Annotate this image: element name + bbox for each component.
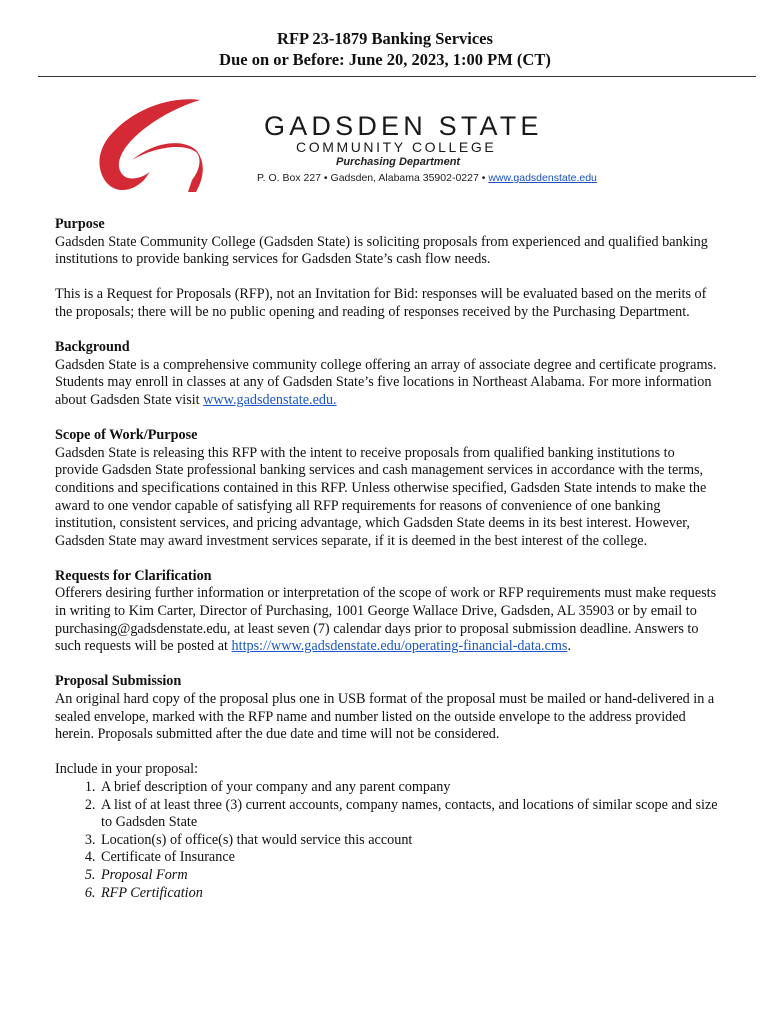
college-website-link[interactable]: www.gadsdenstate.edu.	[203, 391, 337, 408]
college-logo-icon	[92, 98, 204, 194]
address-text: P. O. Box 227 • Gadsden, Alabama 35902-0227 •	[257, 172, 489, 184]
letterhead-address	[257, 171, 597, 185]
scope-paragraph: Gadsden State is releasing this RFP with the intent to receive proposals from qualified banking institutions to provide Gadsden State professional banking services and cash management services in accordance with the terms, conditions and specifications contained in this RFP. Unless otherwise specified, Gadsden State intends to make the award to one vendor capable of satisfying all RFP requirements for reasons of convenience of one banking institution, consistent services, and pricing advantage, which Gadsden State deems in its best interest. However, Gadsden State may award investment services separate, if it is deemed in the best interest of the college.	[55, 444, 707, 549]
purpose-paragraph-2: This is a Request for Proposals (RFP), not an Invitation for Bid: responses will be evaluated based on the merits of the proposals; there will be no public opening and reading of responses received by the Purchasing Department.	[55, 286, 707, 320]
clarification-text: Offerers desiring further information or interpretation of the scope of work or RFP requirements must make requests in writing to Kim Carter, Director of Purchasing, 1001 George Wallace Drive, Gadsden, AL 35903 or by email to purchasing@gadsdenstate.edu, at least seven (7) calendar days prior to proposal submission deadline. Answers to such requests will be posted at	[55, 585, 717, 655]
header-divider	[38, 76, 756, 77]
rfp-title: RFP 23-1879 Banking Services	[277, 29, 493, 48]
background-text: Gadsden State is a comprehensive community college offering an array of associate degree and certificate programs. Students may enroll in classes at any of Gadsden State’s five locations in Northeast Alabama. For more information about Gadsden State visit	[55, 356, 717, 408]
proposal-requirements-list	[55, 779, 719, 902]
background-paragraph	[55, 357, 719, 410]
department-name: Purchasing Department	[336, 156, 461, 168]
include-intro: Include in your proposal:	[55, 761, 199, 778]
list-item: 4. Certificate of Insurance	[99, 849, 719, 867]
rfp-due-date: Due on or Before: June 20, 2023, 1:00 PM (CT)	[219, 50, 551, 69]
clarification-paragraph	[55, 585, 719, 655]
college-subtitle: COMMUNITY COLLEGE	[296, 139, 497, 155]
scope-heading: Scope of Work/Purpose	[55, 427, 198, 444]
purpose-heading: Purpose	[55, 216, 105, 232]
submission-heading: Proposal Submission	[55, 673, 182, 690]
clarification-tail: .	[567, 638, 572, 655]
list-item: 5. Proposal Form	[99, 867, 719, 885]
college-name: GADSDEN STATE	[264, 111, 543, 141]
document-body	[55, 216, 719, 902]
website-link[interactable]: www.gadsdenstate.edu	[488, 172, 597, 184]
purpose-paragraph-1: Gadsden State Community College (Gadsden State) is soliciting proposals from experienced and qualified banking institutions to provide banking services for Gadsden State’s cash flow needs.	[55, 233, 708, 268]
list-item: 2. A list of at least three (3) current accounts, company names, contacts, and locations of similar scope and size to Gadsden State	[99, 797, 719, 832]
list-item: 6. RFP Certification	[99, 885, 719, 903]
background-heading: Background	[55, 339, 130, 356]
clarification-heading: Requests for Clarification	[55, 567, 212, 584]
submission-paragraph: An original hard copy of the proposal plus one in USB format of the proposal must be mailed or hand-delivered in a sealed envelope, marked with the RFP name and number listed on the outside envelope to the address provided herein. Proposals submitted after the due date and time will not be considered.	[55, 691, 715, 743]
list-item: 1. A brief description of your company and any parent company	[99, 779, 719, 797]
list-item: 3. Location(s) of office(s) that would service this account	[99, 832, 719, 850]
financial-data-link[interactable]: https://www.gadsdenstate.edu/operating-financial-data.cms	[231, 638, 568, 655]
